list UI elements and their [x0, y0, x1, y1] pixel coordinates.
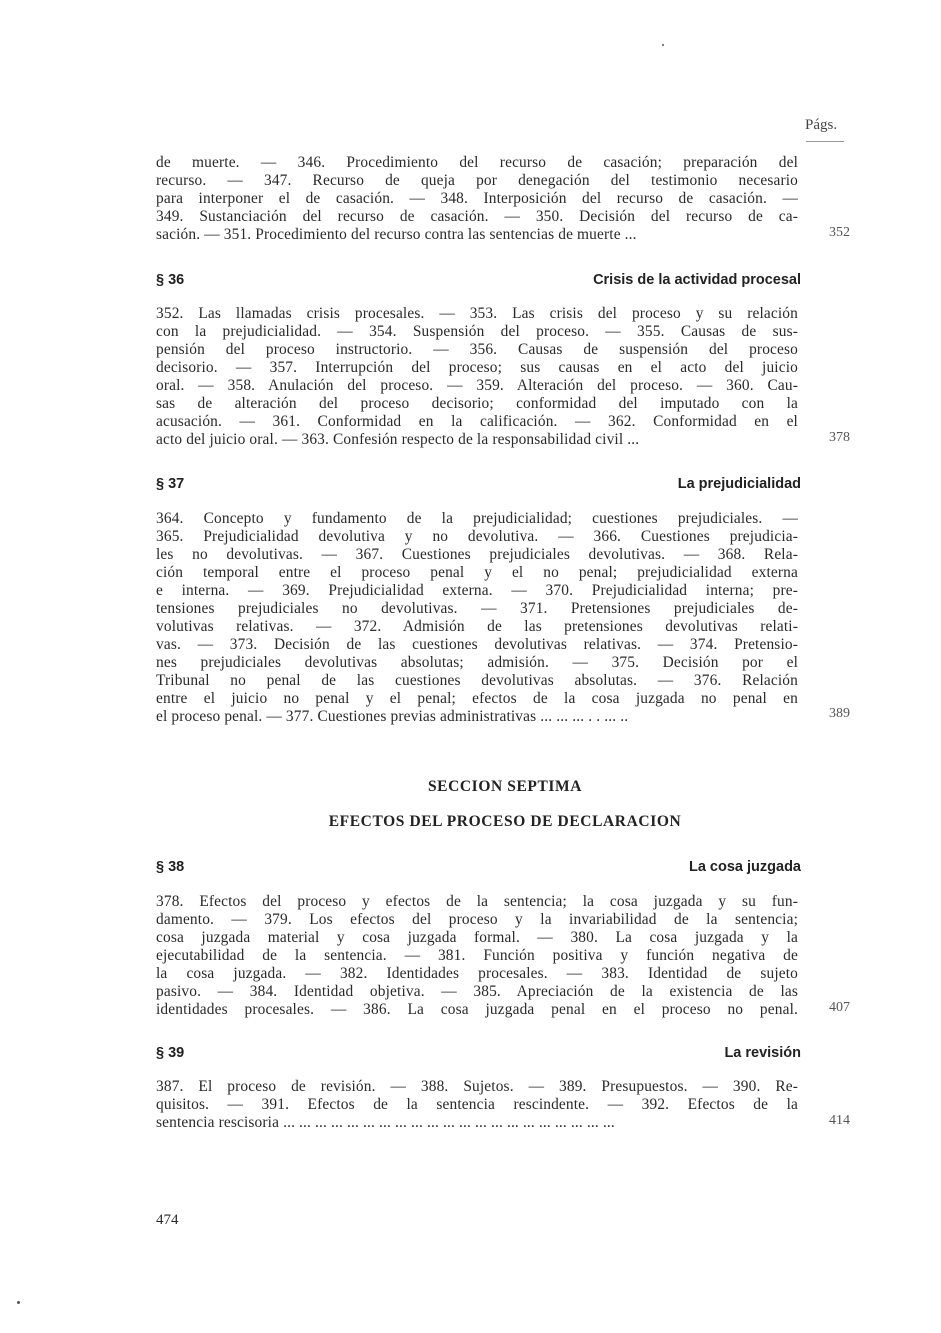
- toc-line: ejecutabilidad de la sentencia. — 381. Función positiva y función negativa de: [156, 947, 798, 964]
- toc-line: nes prejudiciales devolutivas absolutas; admisión. — 375. Decisión por el: [156, 654, 798, 671]
- page-number-378: 378: [829, 430, 850, 445]
- pages-column-label: Págs.: [805, 117, 838, 133]
- toc-line: 349. Sustanciación del recurso de casación. — 350. Decisión del recurso de ca-: [156, 208, 798, 225]
- page-number-389: 389: [829, 706, 850, 721]
- toc-line: decisorio. — 357. Interrupción del proceso; sus causas en el acto del juicio: [156, 359, 798, 376]
- toc-line: cosa juzgada material y cosa juzgada formal. — 380. La cosa juzgada y la: [156, 929, 798, 946]
- toc-line: la cosa juzgada. — 382. Identidades procesales. — 383. Identidad de sujeto: [156, 965, 798, 982]
- scan-speck: [17, 1301, 20, 1304]
- section-header-39: [156, 1045, 801, 1061]
- toc-line: sentencia rescisoria ... ... ... ... ... ... ... ... ... ... ... ... ... ... ... ... ... ... ... ... ...: [156, 1114, 615, 1131]
- section-header-37: [156, 476, 801, 492]
- toc-line: ción temporal entre el proceso penal y el no penal; prejudicialidad externa: [156, 564, 798, 581]
- section-number: § 36: [156, 272, 185, 288]
- section-header-38: [156, 859, 801, 875]
- toc-line: pasivo. — 384. Identidad objetiva. — 385. Apreciación de la existencia de las: [156, 983, 798, 1000]
- toc-line: de muerte. — 346. Procedimiento del recurso de casación; preparación del: [156, 154, 798, 171]
- toc-line: entre el juicio no penal y el penal; efectos de la cosa juzgada no penal en: [156, 690, 798, 707]
- toc-line: e interna. — 369. Prejudicialidad externa. — 370. Prejudicialidad interna; pre-: [156, 582, 798, 599]
- toc-line: sación. — 351. Procedimiento del recurso contra las sentencias de muerte ...: [156, 226, 637, 243]
- toc-line: 387. El proceso de revisión. — 388. Sujetos. — 389. Presupuestos. — 390. Re-: [156, 1078, 798, 1095]
- toc-entry-continuation: [156, 154, 798, 244]
- toc-line: tensiones prejudiciales no devolutivas. — 371. Pretensiones prejudiciales de-: [156, 600, 798, 617]
- section-title: La revisión: [724, 1045, 801, 1061]
- toc-line: con la prejudicialidad. — 354. Suspensión del proceso. — 355. Causas de sus-: [156, 323, 798, 340]
- page-number-352: 352: [829, 225, 850, 240]
- toc-line: vas. — 373. Decisión de las cuestiones devolutivas relativas. — 374. Pretensio-: [156, 636, 798, 653]
- toc-line: 365. Prejudicialidad devolutiva y no devolutiva. — 366. Cuestiones prejudicia-: [156, 528, 798, 545]
- toc-line: recurso. — 347. Recurso de queja por denegación del testimonio necesario: [156, 172, 798, 189]
- toc-line: les no devolutivas. — 367. Cuestiones prejudiciales devolutivas. — 368. Rela-: [156, 546, 798, 563]
- toc-entry-38: [156, 893, 798, 1019]
- page-number-407: 407: [829, 1000, 850, 1015]
- section-number: § 37: [156, 476, 185, 492]
- toc-line: el proceso penal. — 377. Cuestiones previas administrativas ... ... ... . . ... ..: [156, 708, 629, 725]
- toc-line: acto del juicio oral. — 363. Confesión respecto de la responsabilidad civil ...: [156, 431, 640, 448]
- section-number: § 39: [156, 1045, 185, 1061]
- toc-line: Tribunal no penal de las cuestiones devolutivas absolutas. — 376. Relación: [156, 672, 798, 689]
- section-title: La cosa juzgada: [688, 859, 801, 875]
- part-title: EFECTOS DEL PROCESO DE DECLARACION: [328, 813, 682, 830]
- section-title: La prejudicialidad: [677, 476, 801, 492]
- toc-line: sas de alteración del proceso decisorio; conformidad del imputado con la: [156, 395, 798, 412]
- part-label: SECCION SEPTIMA: [427, 778, 583, 795]
- toc-entry-36: [156, 305, 798, 449]
- section-number: § 38: [156, 859, 185, 875]
- toc-line: oral. — 358. Anulación del proceso. — 359. Alteración del proceso. — 360. Cau-: [156, 377, 798, 394]
- toc-line: 378. Efectos del proceso y efectos de la sentencia; la cosa juzgada y su fun-: [156, 893, 798, 910]
- toc-line: damento. — 379. Los efectos del proceso y la invariabilidad de la sentencia;: [156, 911, 798, 928]
- toc-line: acusación. — 361. Conformidad en la calificación. — 362. Conformidad en el: [156, 413, 798, 430]
- toc-line: 364. Concepto y fundamento de la prejudicialidad; cuestiones prejudiciales. —: [156, 510, 798, 527]
- section-header-36: [156, 272, 801, 288]
- toc-entry-39: [156, 1078, 798, 1132]
- toc-line: quisitos. — 391. Efectos de la sentencia rescindente. — 392. Efectos de la: [156, 1096, 798, 1113]
- toc-line: para interponer el de casación. — 348. Interposición del recurso de casación. —: [156, 190, 798, 207]
- pages-column-rule: [806, 141, 844, 142]
- folio-page-number: 474: [156, 1212, 179, 1228]
- page-number-414: 414: [829, 1113, 850, 1128]
- toc-line: pensión del proceso instructorio. — 356. Causas de suspensión del proceso: [156, 341, 798, 358]
- scan-speck: [662, 44, 664, 46]
- section-title: Crisis de la actividad procesal: [593, 272, 801, 288]
- toc-line: 352. Las llamadas crisis procesales. — 353. Las crisis del proceso y su relación: [156, 305, 798, 322]
- toc-line: volutivas relativas. — 372. Admisión de las pretensiones devolutivas relati-: [156, 618, 798, 635]
- toc-line: identidades procesales. — 386. La cosa juzgada penal en el proceso no penal.: [156, 1001, 798, 1018]
- toc-entry-37: [156, 510, 798, 726]
